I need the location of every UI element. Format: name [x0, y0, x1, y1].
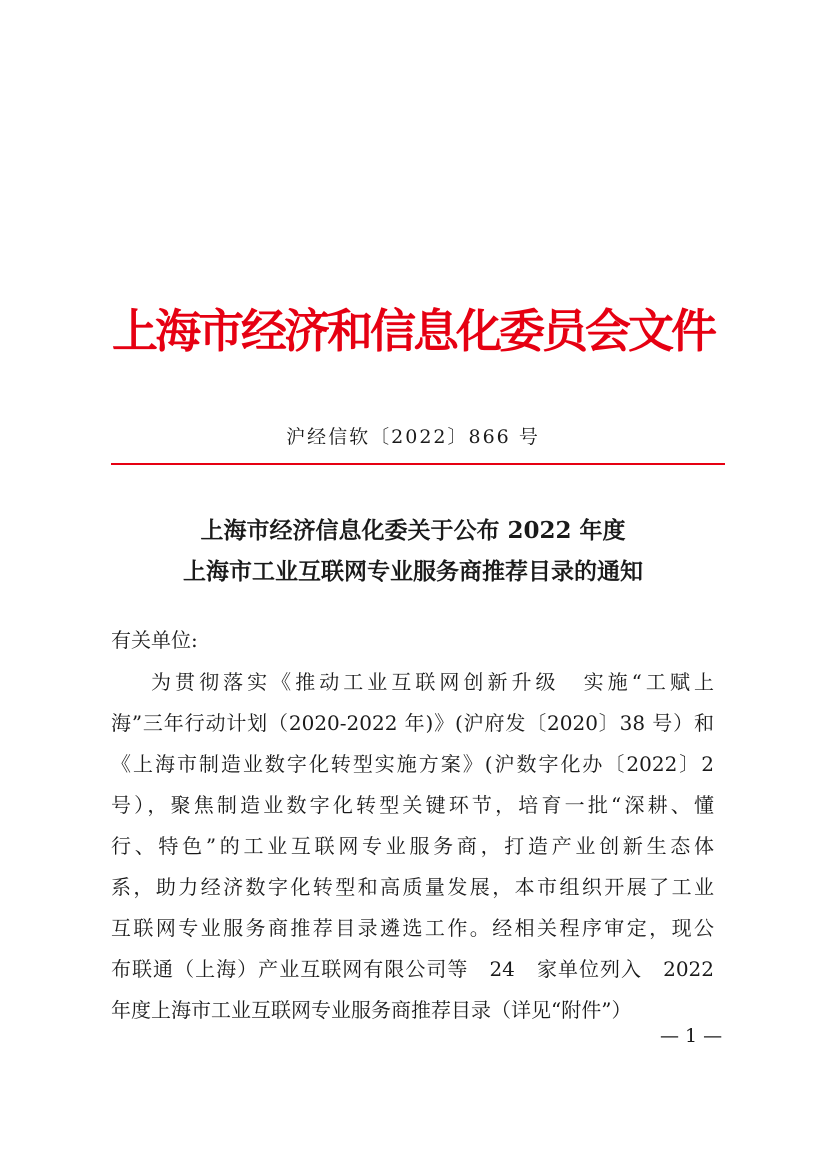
issuer-header: 上海市经济和信息化委员会文件: [112, 304, 714, 358]
body-line-3: 《上海市制造业数字化转型实施方案》(沪数字化办〔2022〕2: [111, 752, 714, 776]
body-line-6: 系，助力经济数字化转型和高质量发展，本市组织开展了工业: [111, 875, 714, 899]
body-line-5: 行、特色”的工业互联网专业服务商，打造产业创新生态体: [111, 834, 714, 858]
notice-title-line-1: 上海市经济信息化委关于公布 2022 年度: [200, 517, 626, 544]
body-line-1: 为贯彻落实《推动工业互联网创新升级 实施“工赋上: [151, 670, 714, 694]
salutation: 有关单位:: [111, 628, 198, 652]
document-number: 沪经信软〔2022〕866 号: [286, 426, 540, 448]
body-line-7: 互联网专业服务商推荐目录遴选工作。经相关程序审定，现公: [111, 916, 714, 940]
body-line-9: 年度上海市工业互联网专业服务商推荐目录（详见“附件”）: [111, 998, 632, 1022]
red-divider-rule: [111, 463, 725, 465]
body-line-4: 号），聚焦制造业数字化转型关键环节，培育一批“深耕、懂: [111, 793, 714, 817]
body-line-2: 海”三年行动计划（2020-2022 年)》(沪府发〔2020〕38 号）和: [111, 711, 714, 735]
notice-title-line-2: 上海市工业互联网专业服务商推荐目录的通知: [183, 558, 643, 585]
page-number: — 1 —: [660, 1025, 723, 1047]
body-line-8: 布联通（上海）产业互联网有限公司等 24 家单位列入 2022: [111, 957, 714, 981]
